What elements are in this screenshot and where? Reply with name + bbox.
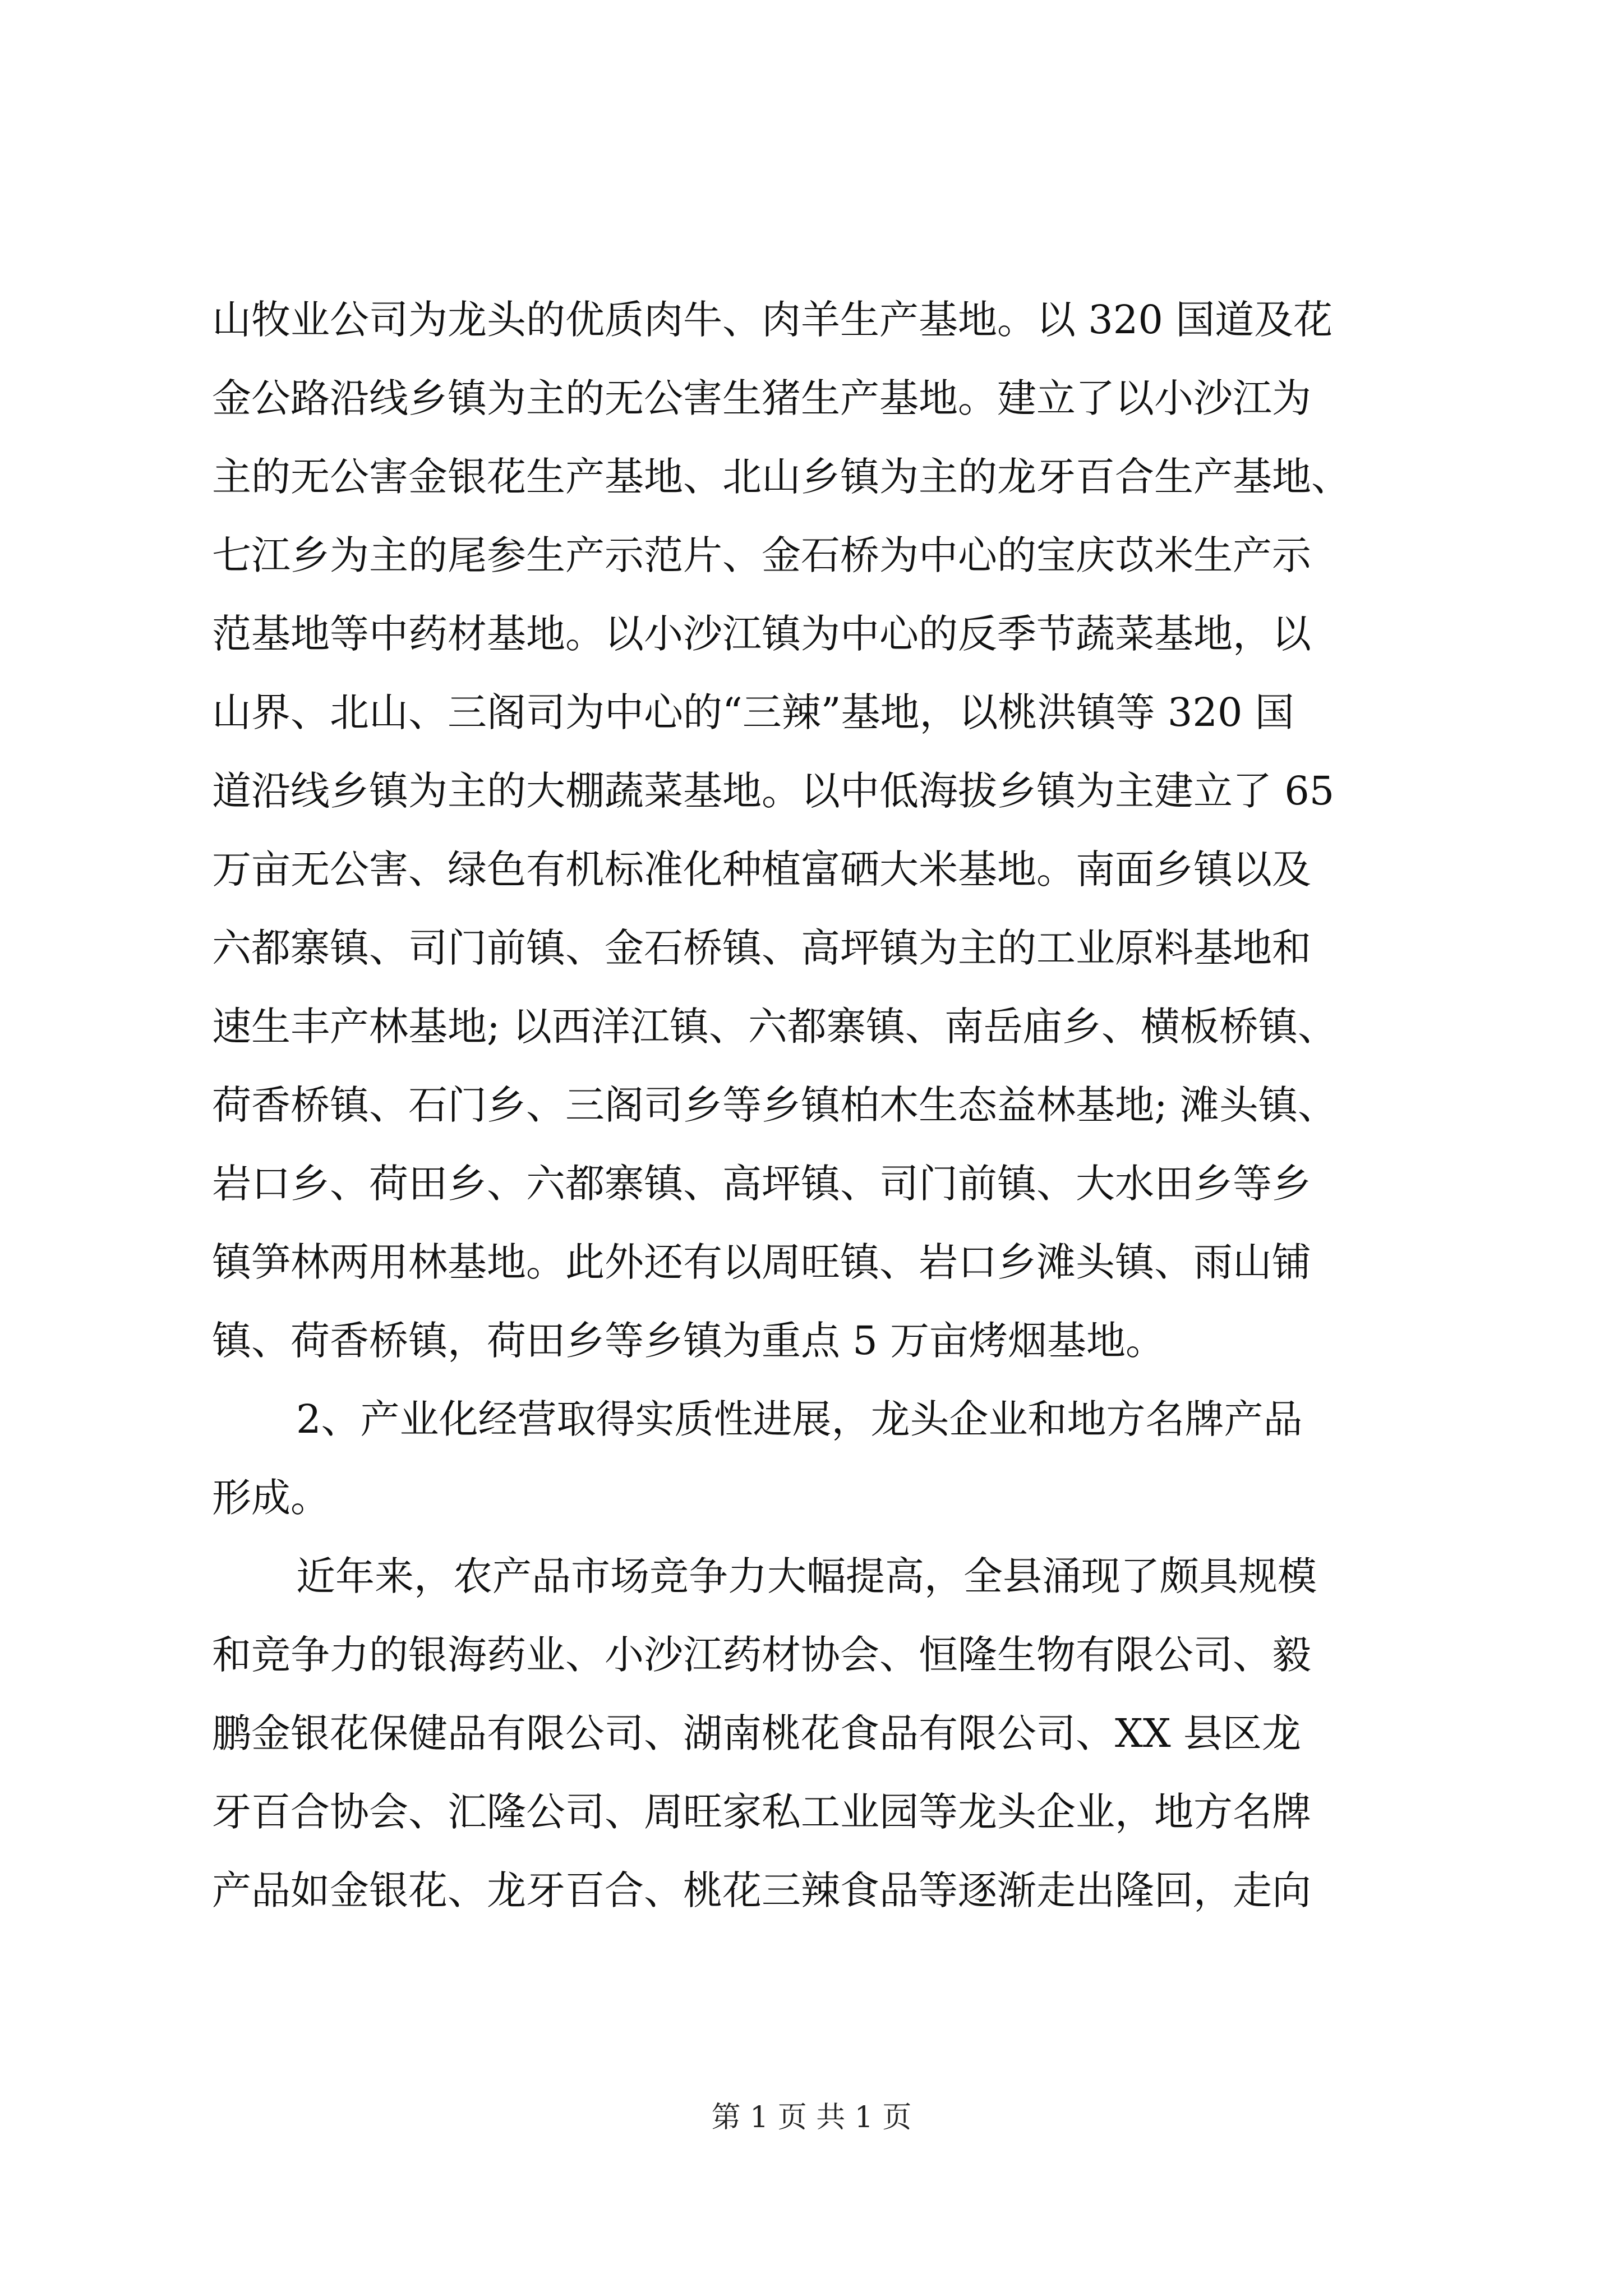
text-line: 山牧业公司为龙头的优质肉牛、肉羊生产基地。以 320 国道及花 [212,297,1333,343]
text-line: 六都寨镇、司门前镇、金石桥镇、高坪镇为主的工业原料基地和 [212,925,1311,971]
paragraph-start: 近年来，农产品市场竞争力大幅提高，全县涌现了颇具规模 [296,1553,1317,1599]
text-line: 金公路沿线乡镇为主的无公害生猪生产基地。建立了以小沙江为 [212,375,1311,421]
text-line: 产品如金银花、龙牙百合、桃花三辣食品等逐渐走出隆回，走向 [212,1867,1311,1913]
text-line: 万亩无公害、绿色有机标准化种植富硒大米基地。南面乡镇以及 [212,846,1311,892]
text-line: 岩口乡、荷田乡、六都寨镇、高坪镇、司门前镇、大水田乡等乡 [212,1161,1311,1207]
text-line: 山界、北山、三阁司为中心的“三辣”基地，以桃洪镇等 320 国 [212,689,1294,735]
text-line: 范基地等中药材基地。以小沙江镇为中心的反季节蔬菜基地，以 [212,611,1311,657]
page-footer: 第 1 页 共 1 页 [711,2101,912,2134]
text-line: 形成。 [212,1475,330,1521]
text-line: 鹏金银花保健品有限公司、湖南桃花食品有限公司、XX 县区龙 [212,1710,1301,1756]
body-text [212,280,1446,1930]
text-line: 速生丰产林基地; 以西洋江镇、六都寨镇、南岳庙乡、横板桥镇、 [212,1004,1337,1050]
text-line: 道沿线乡镇为主的大棚蔬菜基地。以中低海拔乡镇为主建立了 65 [212,768,1335,814]
text-line: 荷香桥镇、石门乡、三阁司乡等乡镇柏木生态益林基地; 滩头镇、 [212,1082,1337,1128]
section-heading: 2、产业化经营取得实质性进展，龙头企业和地方名牌产品 [296,1396,1303,1442]
text-line: 镇、荷香桥镇，荷田乡等乡镇为重点 5 万亩烤烟基地。 [212,1318,1165,1364]
text-line: 镇笋林两用林基地。此外还有以周旺镇、岩口乡滩头镇、雨山铺 [212,1239,1311,1285]
text-line: 主的无公害金银花生产基地、北山乡镇为主的龙牙百合生产基地、 [212,454,1350,500]
text-line: 牙百合协会、汇隆公司、周旺家私工业园等龙头企业，地方名牌 [212,1789,1311,1835]
text-line: 七江乡为主的尾参生产示范片、金石桥为中心的宝庆苡米生产示 [212,532,1311,578]
text-line: 和竞争力的银海药业、小沙江药材协会、恒隆生物有限公司、毅 [212,1632,1311,1678]
